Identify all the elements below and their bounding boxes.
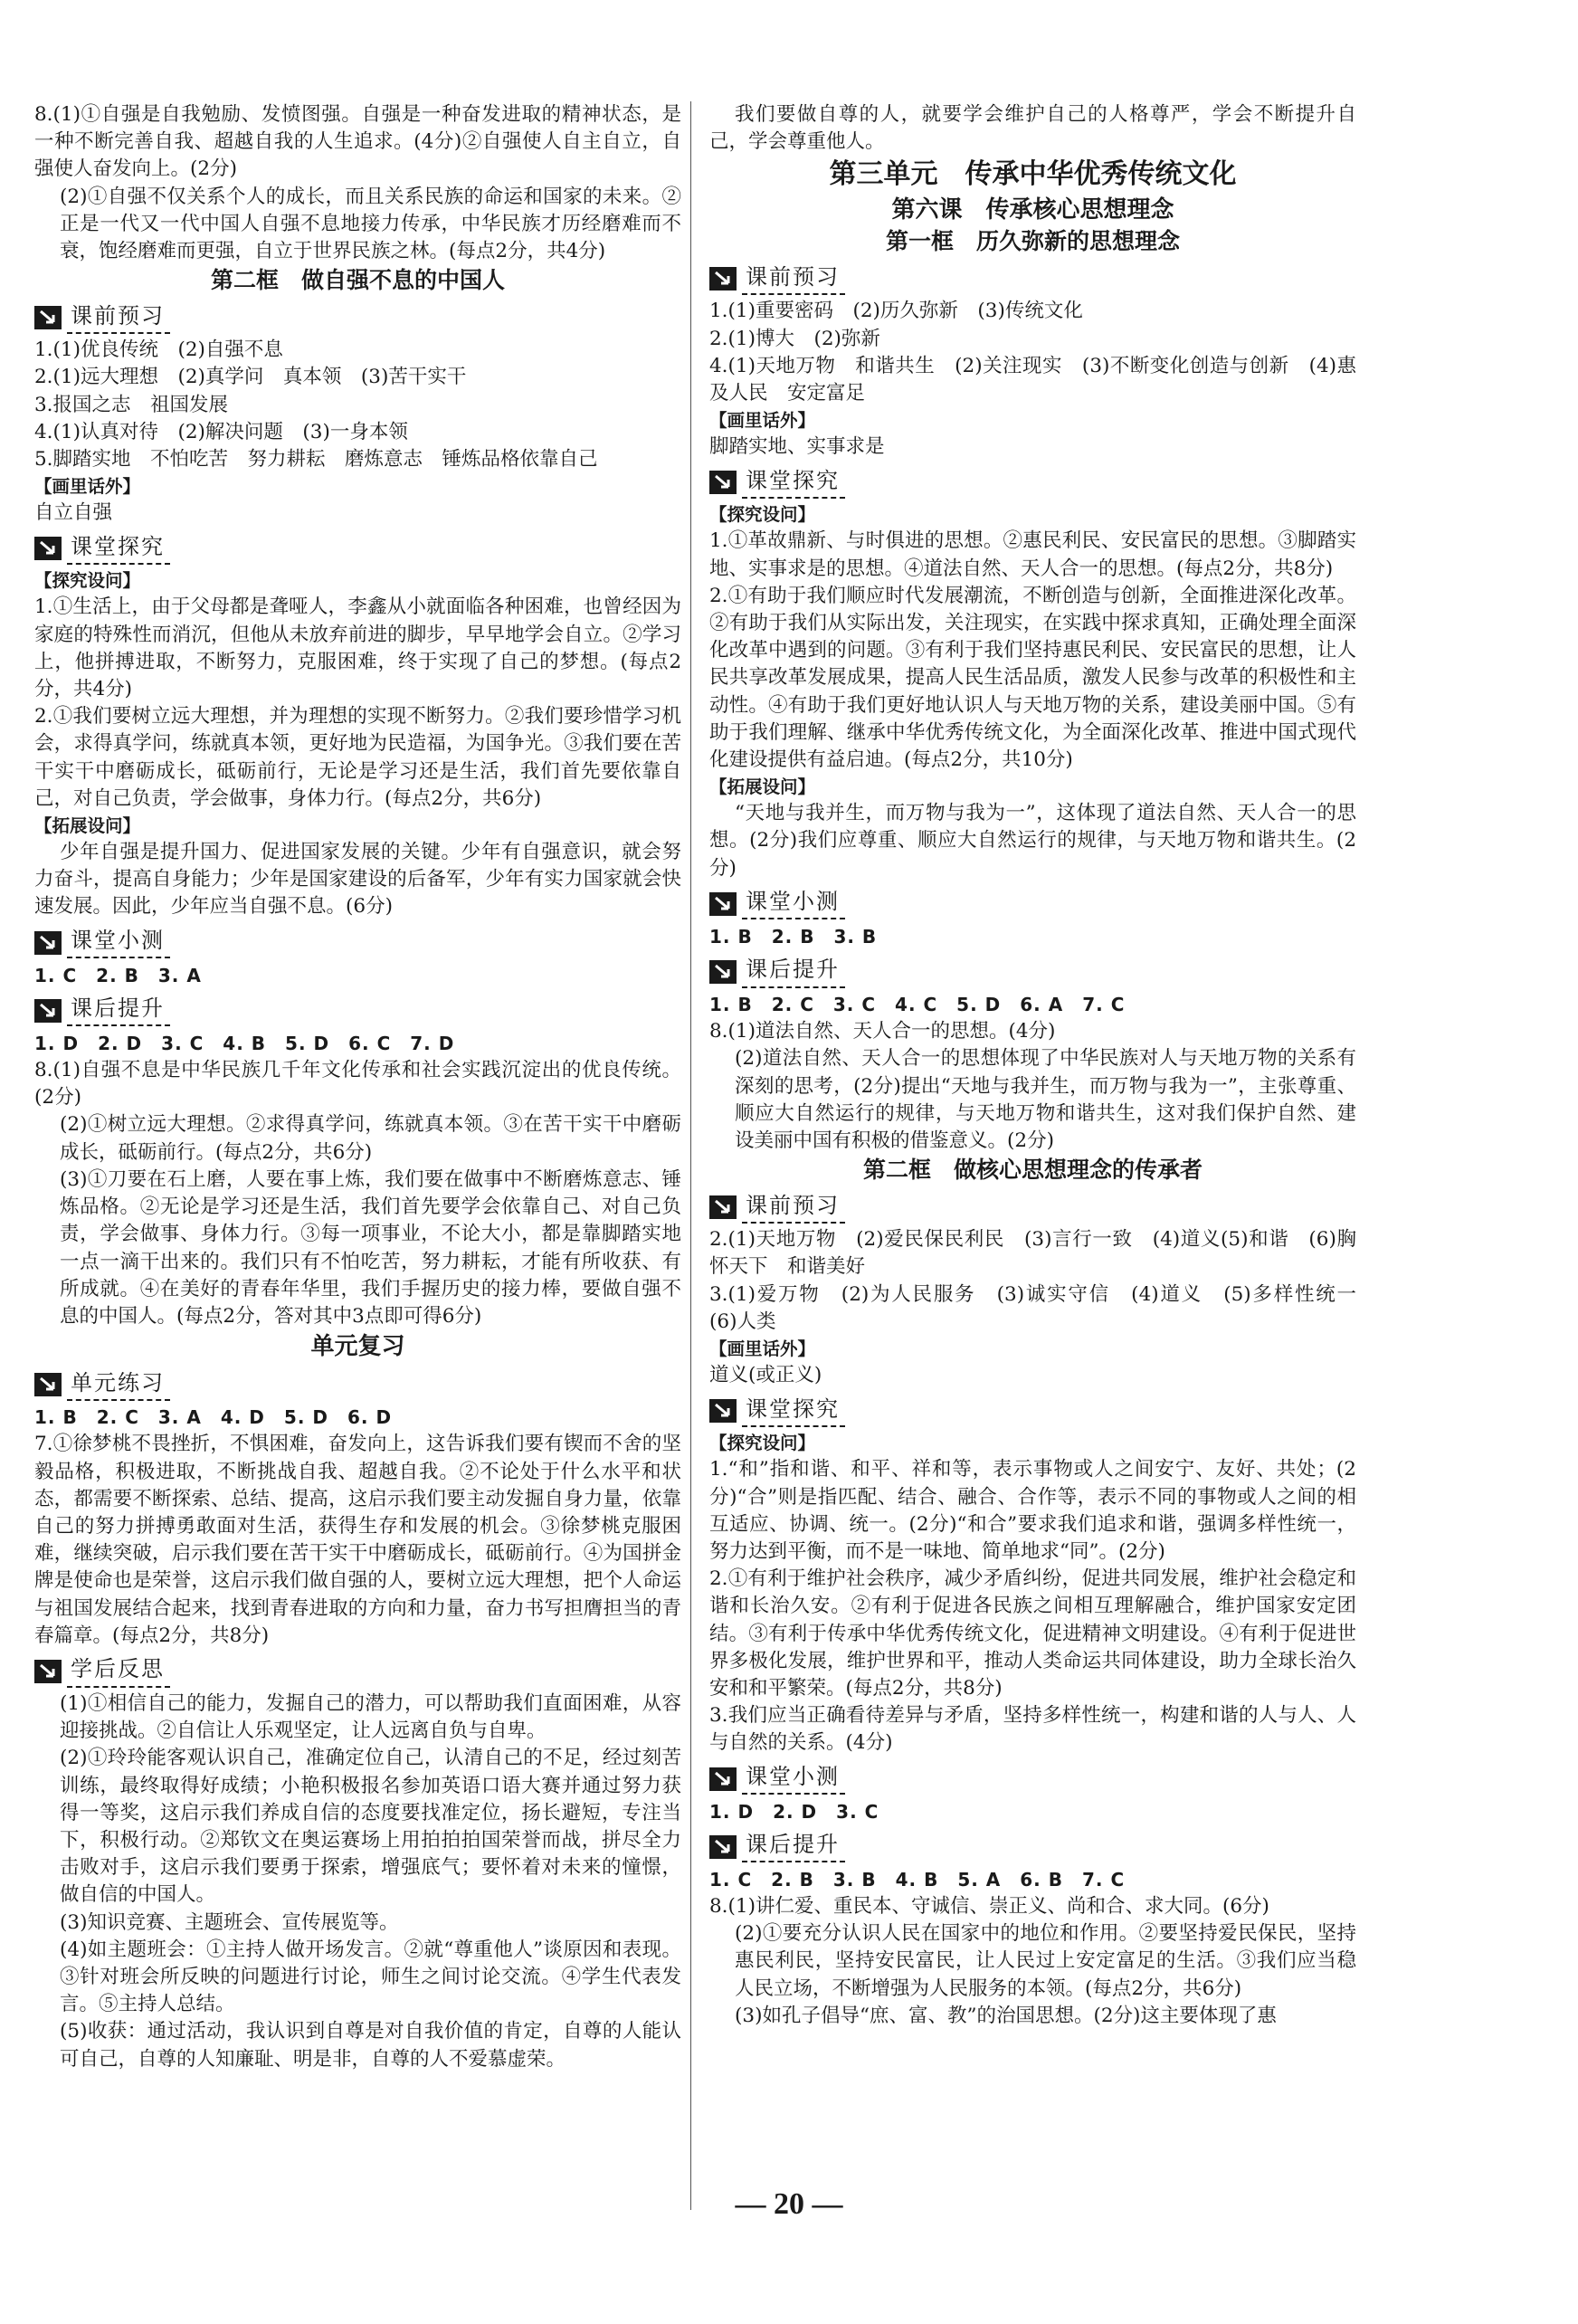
answer-paragraph: 5.脚踏实地 不怕吃苦 努力耕耘 磨炼意志 锤炼品格依靠自己 [34, 448, 598, 471]
answer-paragraph: 我们要做自尊的人，就要学会维护自己的人格尊严，学会不断提升自己，学会尊重他人。 [709, 103, 1356, 154]
section-title: 课前预习 [67, 302, 170, 334]
page-number: — 20 — [735, 2187, 843, 2221]
section-title: 课堂探究 [67, 533, 170, 565]
section-title: 课后提升 [742, 956, 845, 987]
section-header [709, 1831, 1356, 1863]
answer-paragraph: (1)①相信自己的能力，发掘自己的潜力，可以帮助我们直面困难，从容迎接挑战。②自信让人乐观坚定，让人远离自负与自卑。 [60, 1691, 681, 1743]
right-column [709, 101, 1376, 2030]
answer-paragraph: 3.(1)爱万物 (2)为人民服务 (3)诚实守信 (4)道义 (5)多样性统一 (6)人类 [709, 1282, 1376, 1333]
arrow-icon [709, 471, 737, 494]
subsection-label: 【画里话外】 [34, 476, 141, 498]
arrow-icon [34, 1660, 62, 1683]
answer-paragraph: 3.报国之志 祖国发展 [34, 393, 229, 416]
answer-key: 1. B 2. C 3. A 4. D 5. D 6. D [34, 1406, 393, 1429]
arrow-icon [34, 537, 62, 560]
left-column [34, 101, 681, 2073]
frame-title: 第二框 做自强不息的中国人 [210, 267, 505, 294]
frame-title: 第二框 做核心思想理念的传承者 [862, 1157, 1203, 1184]
subsection-label: 【画里话外】 [709, 1338, 816, 1360]
answer-paragraph: (2)①自强不仅关系个人的成长，而且关系民族的命运和国家的未来。②正是一代又一代中国人自强不息地接力传承，中华民族才历经磨难而不衰，饱经磨难而更强，自立于世界民族之林。(每点2分，共4分) [60, 185, 681, 263]
arrow-icon [34, 306, 62, 329]
arrow-icon [34, 1373, 62, 1396]
section-title: 课堂小测 [742, 888, 845, 919]
answer-key: 1. B 2. B 3. B [709, 925, 878, 948]
subsection-label: 【拓展设问】 [34, 815, 141, 837]
answer-key: 1. C 2. B 3. B 4. B 5. A 6. B 7. C [709, 1868, 1126, 1891]
section-title: 课后提升 [67, 995, 170, 1026]
answer-paragraph: (3)如孔子倡导“庶、富、教”的治国思想。(2分)这主要体现了惠 [735, 2004, 1277, 2027]
section-title: 课后提升 [742, 1831, 845, 1862]
arrow-icon [34, 931, 62, 955]
answer-paragraph: 脚踏实地、实事求是 [709, 435, 885, 459]
answer-paragraph: 2.①有利于维护社会秩序，减少矛盾纠纷，促进共同发展，维护社会稳定和谐和长治久安。②有利于促进各民族之间相互理解融合，维护国家安定团结。③有利于传承中华优秀传统文化，促进精神文明建设。④有利于促进世界多极化发展，维护世界和平，推动人类命运共同体建设，助力全球长治久安和和平繁荣。(每点2分，共8分) [709, 1567, 1356, 1700]
section-header [34, 532, 681, 565]
section-title: 课前预习 [742, 263, 845, 295]
answer-paragraph: (5)收获：通过活动，我认识到自尊是对自我价值的肯定，自尊的人能认可自己，自尊的人知廉耻、明是非，自尊的人不爱慕虚荣。 [60, 2020, 681, 2071]
section-header [709, 262, 1356, 295]
arrow-icon [709, 1835, 737, 1859]
answer-paragraph: (2)①树立远大理想。②求得真学问，练就真本领。③在苦干实干中磨砺成长，砥砺前行。(每点2分，共6分) [60, 1113, 681, 1164]
arrow-icon [709, 1767, 737, 1791]
column-divider [690, 101, 691, 2210]
answer-paragraph: “天地与我并生，而万物与我为一”，这体现了道法自然、天人合一的思想。(2分)我们应尊重、顺应大自然运行的规律，与天地万物和谐共生。(2分) [709, 802, 1356, 880]
section-title: 学后反思 [67, 1655, 170, 1687]
answer-paragraph: (2)①要充分认识人民在国家中的地位和作用。②要坚持爱民保民，坚持惠民利民，坚持安民富民，让人民过上安定富足的生活。③我们应当稳人民立场，不断增强为人民服务的本领。(每点2分，共6分) [735, 1922, 1356, 2000]
lesson-title: 单元复习 [310, 1333, 405, 1361]
answer-paragraph: 2.(1)博大 (2)弥新 [709, 327, 880, 350]
answer-paragraph: 道义(或正义) [709, 1364, 822, 1387]
arrow-icon [709, 892, 737, 916]
section-header [34, 927, 681, 959]
subsection-label: 【探究设问】 [709, 1433, 816, 1454]
answer-paragraph: 2.①有助于我们顺应时代发展潮流，不断创造与创新，全面推进深化改革。②有助于我们从实际出发，关注现实，在实践中探求真知，正确处理全面深化改革中遇到的问题。③有利于我们坚持惠民利民、安民富民的思想，让人民共享改革发展成果，提高人民生活品质，激发人民参与改革的积极性和主动性。④有助于我们更好地认识人与天地万物的关系，建设美丽中国。⑤有助于我们理解、继承中华优秀传统文化，为全面深化改革、推进中国式现代化建设提供有益启迪。(每点2分，共10分) [709, 584, 1356, 772]
section-title: 单元练习 [67, 1369, 170, 1401]
answer-paragraph: (3)①刀要在石上磨，人要在事上炼，我们要在做事中不断磨炼意志、锤炼品格。②无论是学习还是生活，我们首先要学会依靠自己、对自己负责，学会做事、身体力行。③每一项事业，不论大小，都是靠脚踏实地一点一滴干出来的。我们只有不怕吃苦，努力耕耘，才能有所收获、有所成就。④在美好的青春年华里，我们手握历史的接力棒，要做自强不息的中国人。(每点2分，答对其中3点即可得6分) [60, 1167, 681, 1328]
section-title: 课堂探究 [742, 1395, 845, 1427]
section-header [709, 956, 1356, 988]
section-header [709, 888, 1356, 920]
arrow-icon [709, 960, 737, 984]
answer-paragraph: 8.(1)①自强是自我勉励、发愤图强。自强是一种奋发进取的精神状态，是一种不断完善自我、超越自我的人生追求。(4分)②自强使人自主自立，自强使人奋发向上。(2分) [34, 103, 681, 181]
answer-paragraph: 2.(1)天地万物 (2)爱民保民利民 (3)言行一致 (4)道义(5)和谐 (6)胸怀天下 和谐美好 [709, 1228, 1356, 1279]
section-header [709, 1395, 1356, 1427]
section-header [34, 995, 681, 1027]
section-header [709, 1191, 1356, 1224]
answer-paragraph: 2.①我们要树立远大理想，并为理想的实现不断努力。②我们要珍惜学习机会，求得真学问，练就真本领，更好地为民造福，为国争光。③我们要在苦干实干中磨砺成长，砥砺前行，无论是学习还是生活，我们首先要依靠自己，对自己负责，学会做事，身体力行。(每点2分，共6分) [34, 705, 681, 810]
arrow-icon [34, 999, 62, 1023]
answer-paragraph: 1.(1)重要密码 (2)历久弥新 (3)传统文化 [709, 300, 1083, 323]
answer-paragraph: 1.①生活上，由于父母都是聋哑人，李鑫从小就面临各种困难，也曾经因为家庭的特殊性而消沉，但他从未放弃前进的脚步，早早地学会自立。②学习上，他拼搏进取，不断努力，克服困难，终于实现了自己的梦想。(每点2分，共4分) [34, 595, 681, 701]
section-title: 课前预习 [742, 1192, 845, 1224]
answer-paragraph: 少年自强是提升国力、促进国家发展的关键。少年有自强意识，就会努力奋斗，提高自身能力；少年是国家建设的后备军，少年有实力国家就会快速发展。因此，少年应当自强不息。(6分) [34, 841, 681, 919]
subsection-label: 【探究设问】 [709, 504, 816, 526]
subsection-label: 【探究设问】 [34, 570, 141, 592]
lesson-title: 第六课 传承核心思想理念 [891, 196, 1174, 224]
answer-key: 1. C 2. B 3. A [34, 964, 202, 986]
answer-paragraph: (3)知识竞赛、主题班会、宣传展览等。 [60, 1910, 399, 1934]
subsection-label: 【拓展设问】 [709, 776, 816, 798]
arrow-icon [709, 1195, 737, 1219]
arrow-icon [709, 1399, 737, 1423]
arrow-icon [709, 267, 737, 290]
section-title: 课堂小测 [67, 927, 170, 958]
section-title: 课堂小测 [742, 1763, 845, 1795]
subsection-label: 【画里话外】 [709, 410, 816, 432]
section-header [709, 1763, 1356, 1795]
answer-paragraph: 8.(1)道法自然、天人合一的思想。(4分) [709, 1020, 1056, 1043]
answer-paragraph: 1.(1)优良传统 (2)自强不息 [34, 338, 283, 362]
answer-paragraph: (4)如主题班会：①主持人做开场发言。②就“尊重他人”谈原因和表现。③针对班会所反映的问题进行讨论，师生之间讨论交流。④学生代表发言。⑤主持人总结。 [60, 1938, 681, 2016]
section-header [709, 466, 1356, 499]
section-header [34, 301, 681, 334]
answer-key: 1. B 2. C 3. C 4. C 5. D 6. A 7. C [709, 994, 1126, 1016]
answer-paragraph: 3.我们应当正确看待差异与矛盾，坚持多样性统一，构建和谐的人与人、人与自然的关系。(4分) [709, 1704, 1356, 1755]
answer-paragraph: (2)道法自然、天人合一的思想体现了中华民族对人与天地万物的关系有深刻的思考，(2分)提出“天地与我并生，而万物与我为一”，主张尊重、顺应大自然运行的规律，与天地万物和谐共生，这对我们保护自然、建设美丽中国有积极的借鉴意义。(2分) [735, 1047, 1356, 1153]
section-header [34, 1368, 681, 1401]
section-header [34, 1655, 681, 1688]
answer-key: 1. D 2. D 3. C [709, 1800, 879, 1823]
answer-paragraph: 2.(1)远大理想 (2)真学问 真本领 (3)苦干实干 [34, 366, 467, 389]
answer-paragraph: 4.(1)天地万物 和谐共生 (2)关注现实 (3)不断变化创造与创新 (4)惠及人民 安定富足 [709, 354, 1356, 405]
unit-title: 第三单元 传承中华优秀传统文化 [829, 158, 1237, 191]
answer-paragraph: 自立自强 [34, 501, 113, 525]
answer-paragraph: 4.(1)认真对待 (2)解决问题 (3)一身本领 [34, 420, 408, 443]
answer-paragraph: 8.(1)讲仁爱、重民本、守诚信、崇正义、尚和合、求大同。(6分) [709, 1894, 1269, 1918]
answer-paragraph: (2)①玲玲能客观认识自己，准确定位自己，认清自己的不足，经过刻苦训练，最终取得好成绩；小艳积极报名参加英语口语大赛并通过努力获得一等奖，这启示我们养成自信的态度要找准定位，扬长避短，专注当下，积极行动。②郑钦文在奥运赛场上用拍拍拍国荣誉而战，拼尽全力击败对手，这启示我们要勇于探索，增强底气；要怀着对未来的憧憬，做自信的中国人。 [60, 1747, 681, 1907]
answer-paragraph: 1.“和”指和谐、和平、祥和等，表示事物或人之间安宁、友好、共处；(2分)“合”则是指匹配、结合、融合、合作等，表示不同的事物或人之间的相互适应、协调、统一。(2分)“和合”要求我们追求和谐，强调多样性统一，努力达到平衡，而不是一味地、简单地求“同”。(2分) [709, 1458, 1356, 1563]
answer-key: 1. D 2. D 3. C 4. B 5. D 6. C 7. D [34, 1032, 455, 1054]
section-title: 课堂探究 [742, 467, 845, 499]
answer-paragraph: 1.①革故鼎新、与时俱进的思想。②惠民利民、安民富民的思想。③脚踏实地、实事求是的思想。④道法自然、天人合一的思想。(每点2分，共8分) [709, 529, 1356, 580]
answer-paragraph: 7.①徐梦桃不畏挫折，不惧困难，奋发向上，这告诉我们要有锲而不舍的坚毅品格，积极进取，不断挑战自我、超越自我。②不论处于什么水平和状态，都需要不断探索、总结、提高，这启示我们要主动发掘自身力量，依靠自己的努力拼搏勇敢面对生活，获得生存和发展的机会。③徐梦桃克服困难，继续突破，启示我们要在苦干实干中磨砺成长，砥砺前行。④为国拼金牌是使命也是荣誉，这启示我们做自强的人，要树立远大理想，把个人命运与祖国发展结合起来，找到青春进取的方向和力量，奋力书写担膺担当的青春篇章。(每点2分，共8分) [34, 1433, 681, 1647]
frame-title: 第一框 历久弥新的思想理念 [885, 228, 1180, 255]
answer-paragraph: 8.(1)自强不息是中华民族几千年文化传承和社会实践沉淀出的优良传统。(2分) [34, 1059, 681, 1110]
